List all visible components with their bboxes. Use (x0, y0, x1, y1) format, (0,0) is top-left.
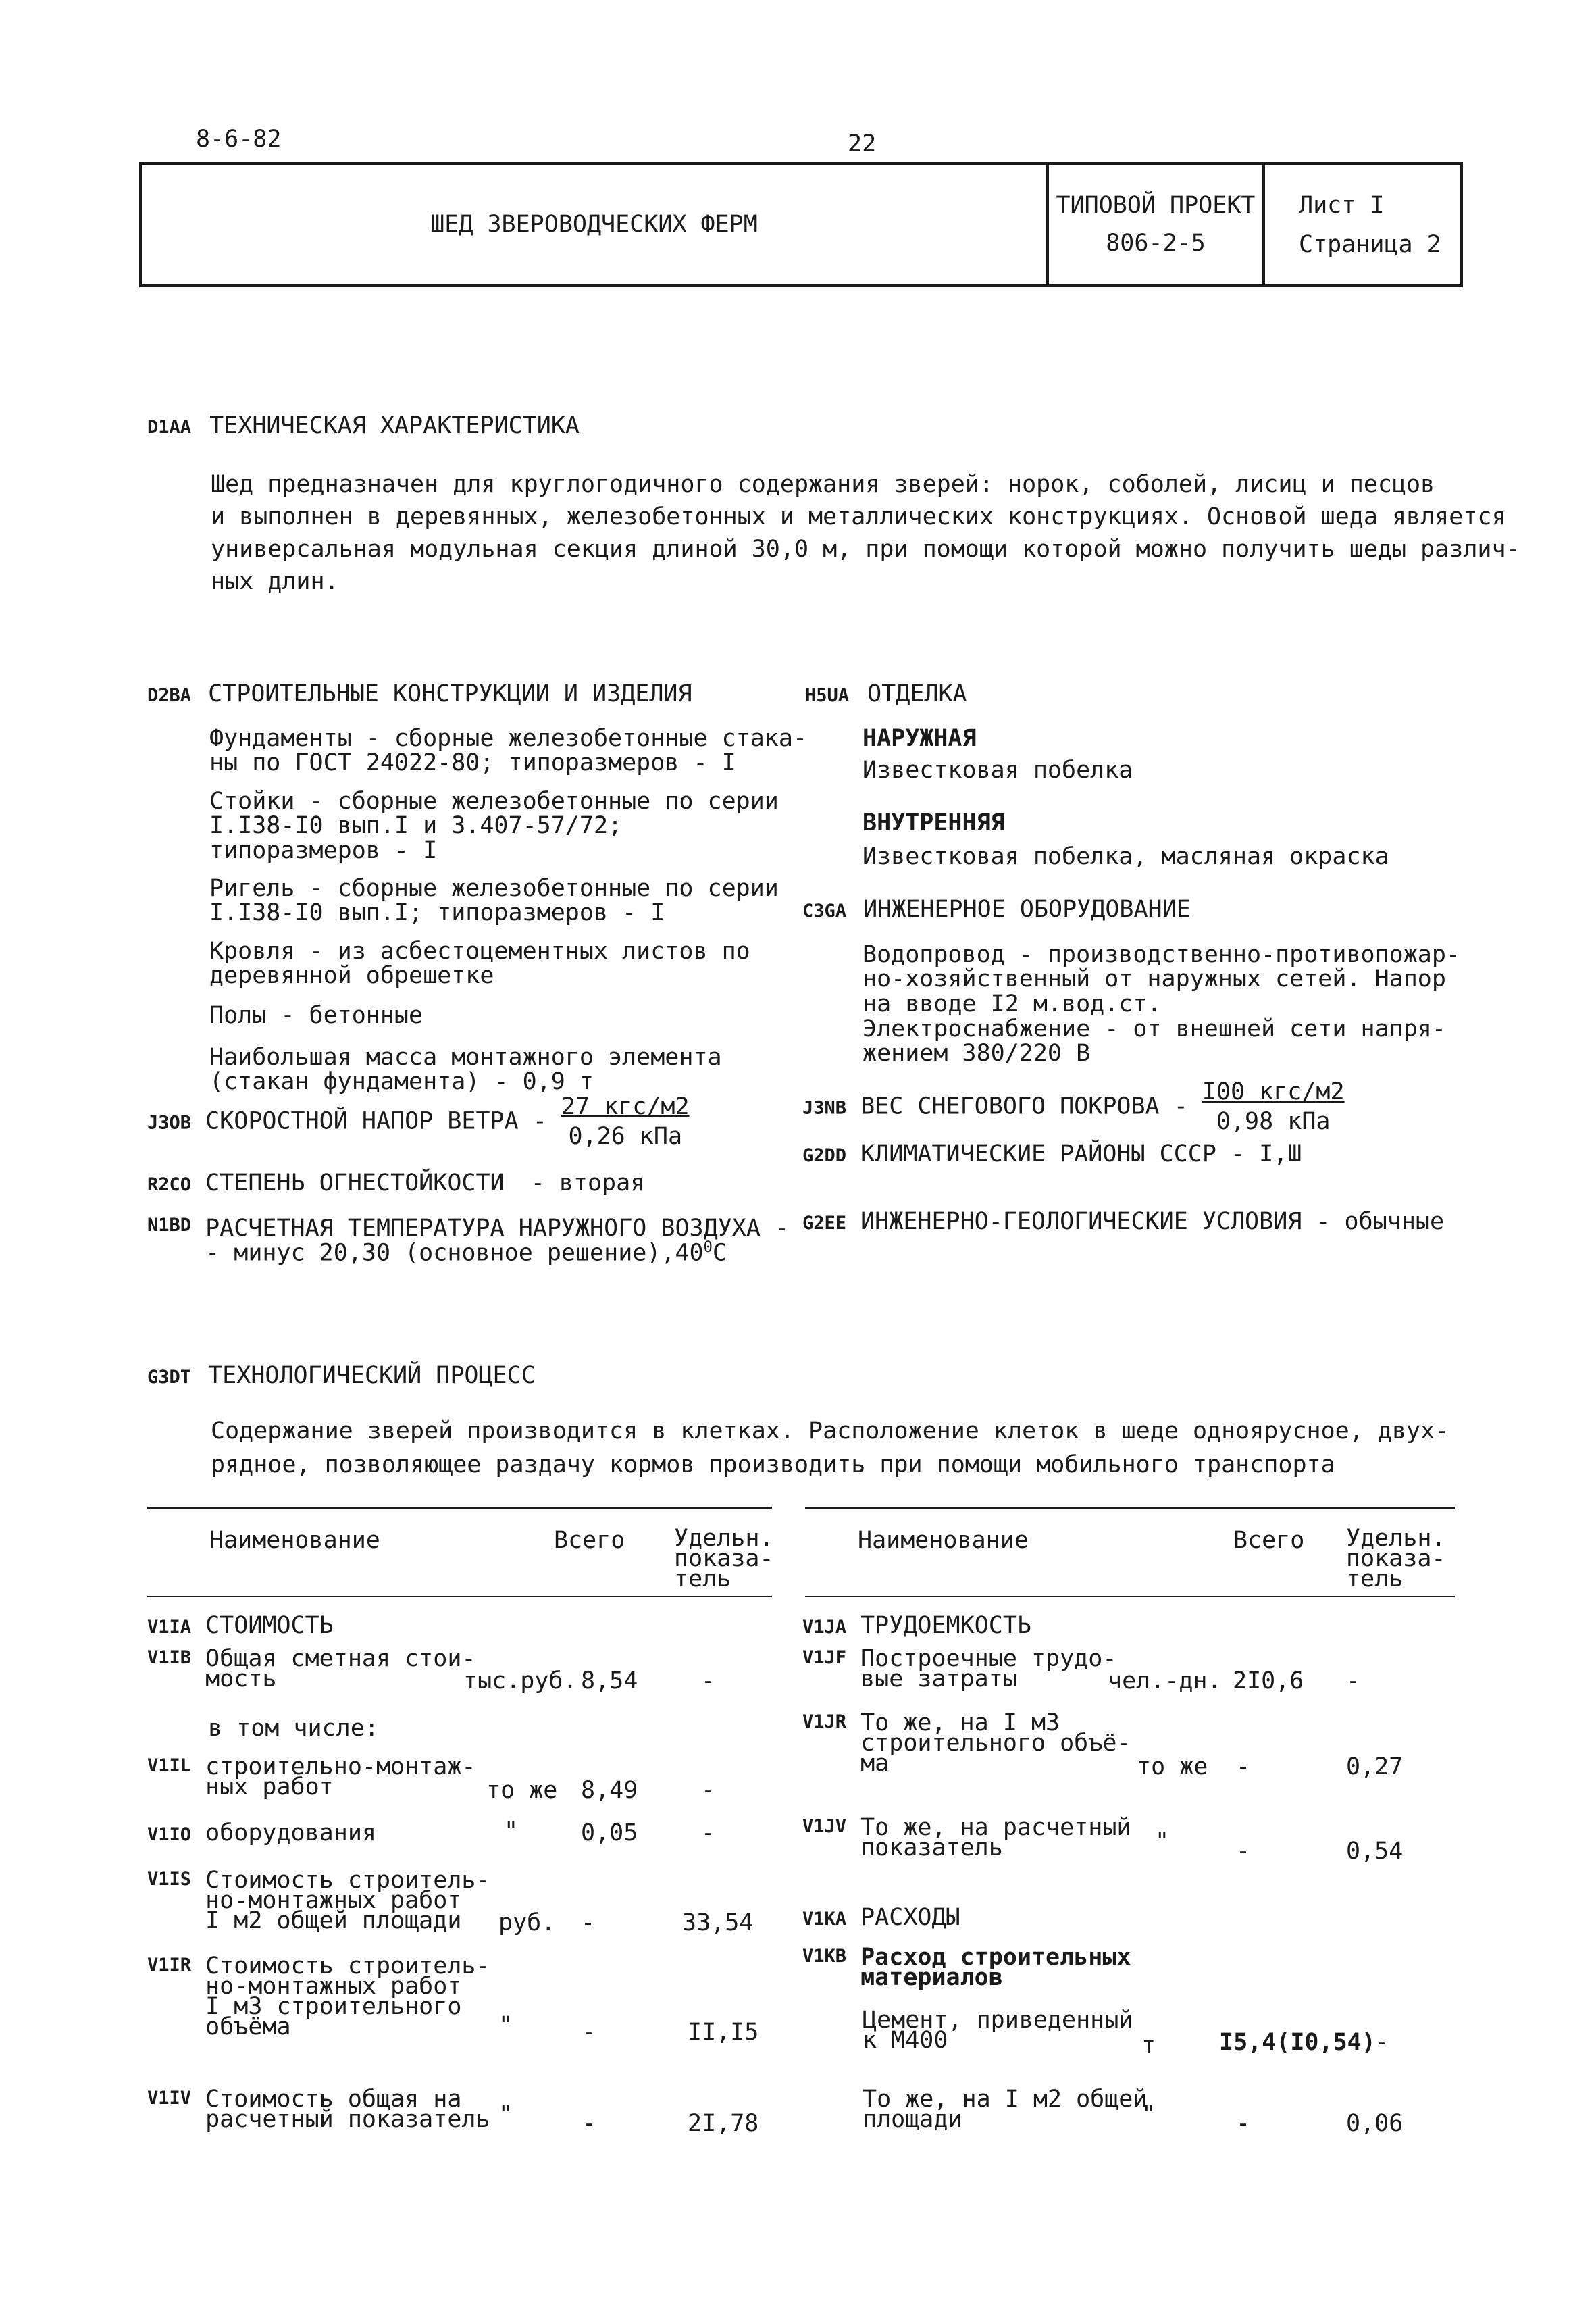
equipment-water: Водопровод - производственно-противопожар- но-хозяйственный от наружных сетей. Напор на вводе I2 м.вод.ст. (863, 941, 1461, 1017)
row-total: - (1236, 2110, 1251, 2137)
wind-row (147, 1095, 690, 1149)
process-heading: ТЕХНОЛОГИЧЕСКИЙ ПРОЦЕСС (208, 1362, 536, 1389)
row-specific: 0,27 (1346, 1753, 1404, 1780)
row-code: V1JR (802, 1711, 847, 1732)
row-total: - (581, 1909, 596, 1936)
section-code: V1JA (802, 1617, 847, 1638)
row-unit: тыс.руб. (463, 1667, 577, 1694)
row-name: То же, на расчетный показатель (860, 1814, 1131, 1861)
sheet-label: Лист I (1299, 192, 1385, 219)
right-section-labor (802, 1613, 1031, 1638)
row-unit: " (498, 2012, 513, 2039)
page-label: Страница 2 (1299, 231, 1441, 259)
row-name: Стоимость общая на расчетный показатель (205, 2086, 490, 2133)
finish-outer-value: Известковая побелка (863, 757, 1133, 784)
right-table-top-rule (805, 1507, 1455, 1509)
tech-heading-row (147, 413, 580, 438)
section-code: V1KA (802, 1909, 847, 1930)
row-name: То же, на I м3 строительного объё- ма (860, 1709, 1131, 1777)
fire-row (147, 1171, 644, 1195)
wind-value-kpa: 0,26 кПа (568, 1123, 683, 1151)
row-unit: т (1141, 2032, 1156, 2059)
row-specific: 2I,78 (688, 2110, 759, 2137)
snow-label: ВЕС СНЕГОВОГО ПОКРОВА - (860, 1092, 1188, 1120)
snow-value-kgf: I00 кгс/м2 (1202, 1078, 1345, 1105)
row-specific: 0,06 (1346, 2110, 1404, 2137)
left-col-specific: Удельн. показа- тель (674, 1525, 774, 1592)
section-code: G2DD (802, 1145, 847, 1166)
row-name: Стоимость строитель- но-монтажных работ I м2 общей площади (205, 1867, 490, 1934)
construction-item-floors: Полы - бетонные (209, 1002, 423, 1029)
section-title: Расход строительных материалов (860, 1944, 1131, 1991)
fire-value: - вторая (530, 1169, 645, 1197)
row-code: V1IS (147, 1869, 192, 1890)
section-code: V1IA (147, 1617, 192, 1638)
section-code: N1BD (147, 1215, 192, 1236)
snow-value-kpa: 0,98 кПа (1216, 1108, 1331, 1136)
temperature-row (147, 1216, 789, 1265)
constructions-heading: СТРОИТЕЛЬНЫЕ КОНСТРУКЦИИ И ИЗДЕЛИЯ (208, 680, 692, 707)
table-row (802, 1645, 1117, 1692)
table-row (147, 1953, 490, 2040)
section-code: R2CO (147, 1174, 192, 1195)
left-col-name: Наименование (209, 1527, 380, 1554)
equipment-heading: ИНЖЕНЕРНОЕ ОБОРУДОВАНИЕ (863, 896, 1191, 923)
title-cell (142, 165, 1049, 284)
row-unit: руб. (498, 1909, 556, 1936)
row-total: 8,49 (581, 1777, 638, 1804)
row-code: V1IB (147, 1647, 192, 1668)
process-heading-row (147, 1363, 536, 1388)
left-section-cost (147, 1613, 334, 1638)
right-section-consumption (802, 1905, 960, 1930)
row-total: - (1236, 1838, 1251, 1865)
row-unit: " (498, 2101, 513, 2128)
row-name: в том числе: (208, 1715, 379, 1742)
section-code: J3NB (802, 1097, 847, 1119)
wind-label: СКОРОСТНОЙ НАПОР ВЕТРА - (205, 1107, 547, 1135)
row-specific: 33,54 (682, 1909, 754, 1936)
row-name: Цемент, приведенный к М400 (863, 2007, 1133, 2054)
table-row (147, 2086, 490, 2133)
row-total: 0,05 (581, 1819, 638, 1846)
row-specific: - (1346, 1667, 1361, 1694)
page-number: 22 (848, 130, 877, 157)
right-col-name: Наименование (858, 1527, 1029, 1554)
finish-inner-label: ВНУТРЕННЯЯ (863, 809, 1005, 836)
section-code: C3GA (802, 901, 847, 922)
row-name: строительно-монтаж- ных работ (205, 1753, 476, 1801)
row-code: V1JF (802, 1647, 847, 1668)
sheet-cell (1265, 165, 1463, 284)
row-total: 8,54 (581, 1667, 638, 1694)
row-total: - (582, 2110, 597, 2137)
finish-heading-row (805, 682, 967, 706)
left-table-top-rule (147, 1507, 772, 1509)
row-unit: чел.-дн. (1108, 1667, 1222, 1694)
row-code: V1IR (147, 1955, 192, 1976)
construction-item-girder: Ригель - сборные железобетонные по серии I.I38-I0 вып.I; типоразмеров - I (209, 875, 779, 927)
finish-outer-label: НАРУЖНАЯ (863, 725, 977, 752)
right-table-header-rule (805, 1596, 1455, 1597)
title-block (139, 162, 1463, 287)
project-cell (1049, 165, 1265, 284)
table-row (802, 1709, 1131, 1777)
row-unit: " (1141, 2101, 1156, 2128)
right-col-specific: Удельн. показа- тель (1346, 1525, 1446, 1592)
climate-row (802, 1142, 1302, 1166)
degree-unit: C (712, 1240, 727, 1267)
equipment-power: Электроснабжение - от внешней сети напря- жением 380/220 В (863, 1015, 1446, 1067)
row-name: То же, на I м2 общей площади (863, 2086, 1148, 2133)
table-row (147, 1753, 476, 1801)
row-specific: - (701, 1667, 716, 1694)
right-col-total: Всего (1233, 1527, 1305, 1554)
row-specific: - (1374, 2029, 1389, 2056)
row-total: I5,4(I0,54) (1219, 2029, 1376, 2056)
left-col-total: Всего (554, 1527, 625, 1554)
table-row (208, 1716, 379, 1740)
construction-item-columns: Стойки - сборные железобетонные по серии I.I38-I0 вып.I и 3.407-57/72; типоразмеров - I (209, 788, 779, 864)
table-row (147, 1867, 490, 1934)
process-paragraph: Содержание зверей производится в клетках. Расположение клеток в шеде одноярусное, двух- рядное, позволяющее раздачу кормов производить при помощи мобильного транспорта (211, 1417, 1449, 1478)
construction-item-max-mass: Наибольшая масса монтажного элемента (стакан фундамента) - 0,9 т (209, 1044, 722, 1096)
row-unit: то же (1137, 1753, 1208, 1780)
right-section-materials (802, 1944, 1131, 1991)
row-code: V1IL (147, 1755, 192, 1776)
wind-value-kgf: 27 кгс/м2 (561, 1093, 690, 1120)
row-specific: II,I5 (688, 2019, 759, 2046)
section-code: G2EE (802, 1213, 847, 1234)
constructions-heading-row (147, 682, 692, 706)
section-code: J3OB (147, 1112, 192, 1134)
row-name: Построечные трудо- вые затраты (860, 1645, 1117, 1692)
section-code: V1KB (802, 1946, 847, 1967)
project-label: ТИПОВОЙ ПРОЕКТ (1056, 192, 1256, 219)
row-total: 2I0,6 (1233, 1667, 1304, 1694)
row-specific: - (701, 1819, 716, 1846)
row-name: Стоимость строитель- но-монтажных работ I м3 строительного объёма (205, 1953, 490, 2040)
section-code: D2BA (147, 685, 192, 706)
left-table-header-rule (147, 1596, 772, 1597)
equipment-heading-row (802, 897, 1191, 922)
section-title: ТРУДОЕМКОСТЬ (860, 1612, 1031, 1639)
project-number: 806-2-5 (1106, 230, 1206, 257)
construction-item-foundations: Фундаменты - сборные железобетонные стака- ны по ГОСТ 24022-80; типоразмеров - I (209, 725, 808, 777)
section-code: H5UA (805, 685, 850, 706)
row-unit: " (1155, 1828, 1170, 1855)
row-specific: - (701, 1777, 716, 1804)
table-row (147, 1821, 376, 1845)
table-row (802, 1814, 1131, 1861)
row-specific: 0,54 (1346, 1838, 1404, 1865)
climate-value: КЛИМАТИЧЕСКИЕ РАЙОНЫ СССР - I,Ш (860, 1140, 1302, 1167)
geology-value: ИНЖЕНЕРНО-ГЕОЛОГИЧЕСКИЕ УСЛОВИЯ - обычные (860, 1208, 1445, 1235)
table-row (147, 1645, 476, 1692)
temperature-value: РАСЧЕТНАЯ ТЕМПЕРАТУРА НАРУЖНОГО ВОЗДУХА - - минус 20,30 (основное решение),40 (205, 1215, 790, 1267)
section-title: СТОИМОСТЬ (205, 1612, 334, 1639)
snow-row (802, 1080, 1345, 1134)
row-name: оборудования (205, 1819, 376, 1846)
row-unit: то же (486, 1777, 558, 1804)
snow-value (1202, 1080, 1345, 1134)
finish-inner-value: Известковая побелка, масляная окраска (863, 843, 1389, 870)
row-unit: " (504, 1817, 519, 1844)
tech-heading: ТЕХНИЧЕСКАЯ ХАРАКТЕРИСТИКА (209, 412, 580, 439)
fire-label: СТЕПЕНЬ ОГНЕСТОЙКОСТИ (205, 1169, 505, 1197)
section-code: D1AA (147, 417, 192, 438)
row-total: - (1236, 1753, 1251, 1780)
finish-heading: ОТДЕЛКА (867, 680, 967, 707)
row-code: V1JV (802, 1816, 847, 1837)
row-code: V1IV (147, 2088, 192, 2109)
section-code: G3DT (147, 1367, 192, 1388)
row-code: V1IO (147, 1824, 192, 1845)
row-name: Общая сметная стои- мость (205, 1645, 476, 1692)
geology-row (802, 1209, 1444, 1234)
wind-value (561, 1095, 690, 1149)
degree-mark: 0 (703, 1239, 713, 1257)
section-title: РАСХОДЫ (860, 1904, 960, 1931)
doc-code: 8-6-82 (196, 126, 282, 153)
construction-item-roof: Кровля - из асбестоцементных листов по деревянной обрешетке (209, 938, 750, 990)
tech-paragraph: Шед предназначен для круглогодичного содержания зверей: норок, соболей, лисиц и песцов и выполнен в деревянных, железобетонных и металлических конструкциях. Основой шеда является универсальная модульная секция длиной 30,0 м, при помощи которой можно получить шеды различ- ных длин. (211, 471, 1520, 595)
temperature-text (205, 1216, 789, 1265)
row-total: - (582, 2019, 597, 2046)
document-title: ШЕД ЗВЕРОВОДЧЕСКИХ ФЕРМ (430, 211, 758, 238)
